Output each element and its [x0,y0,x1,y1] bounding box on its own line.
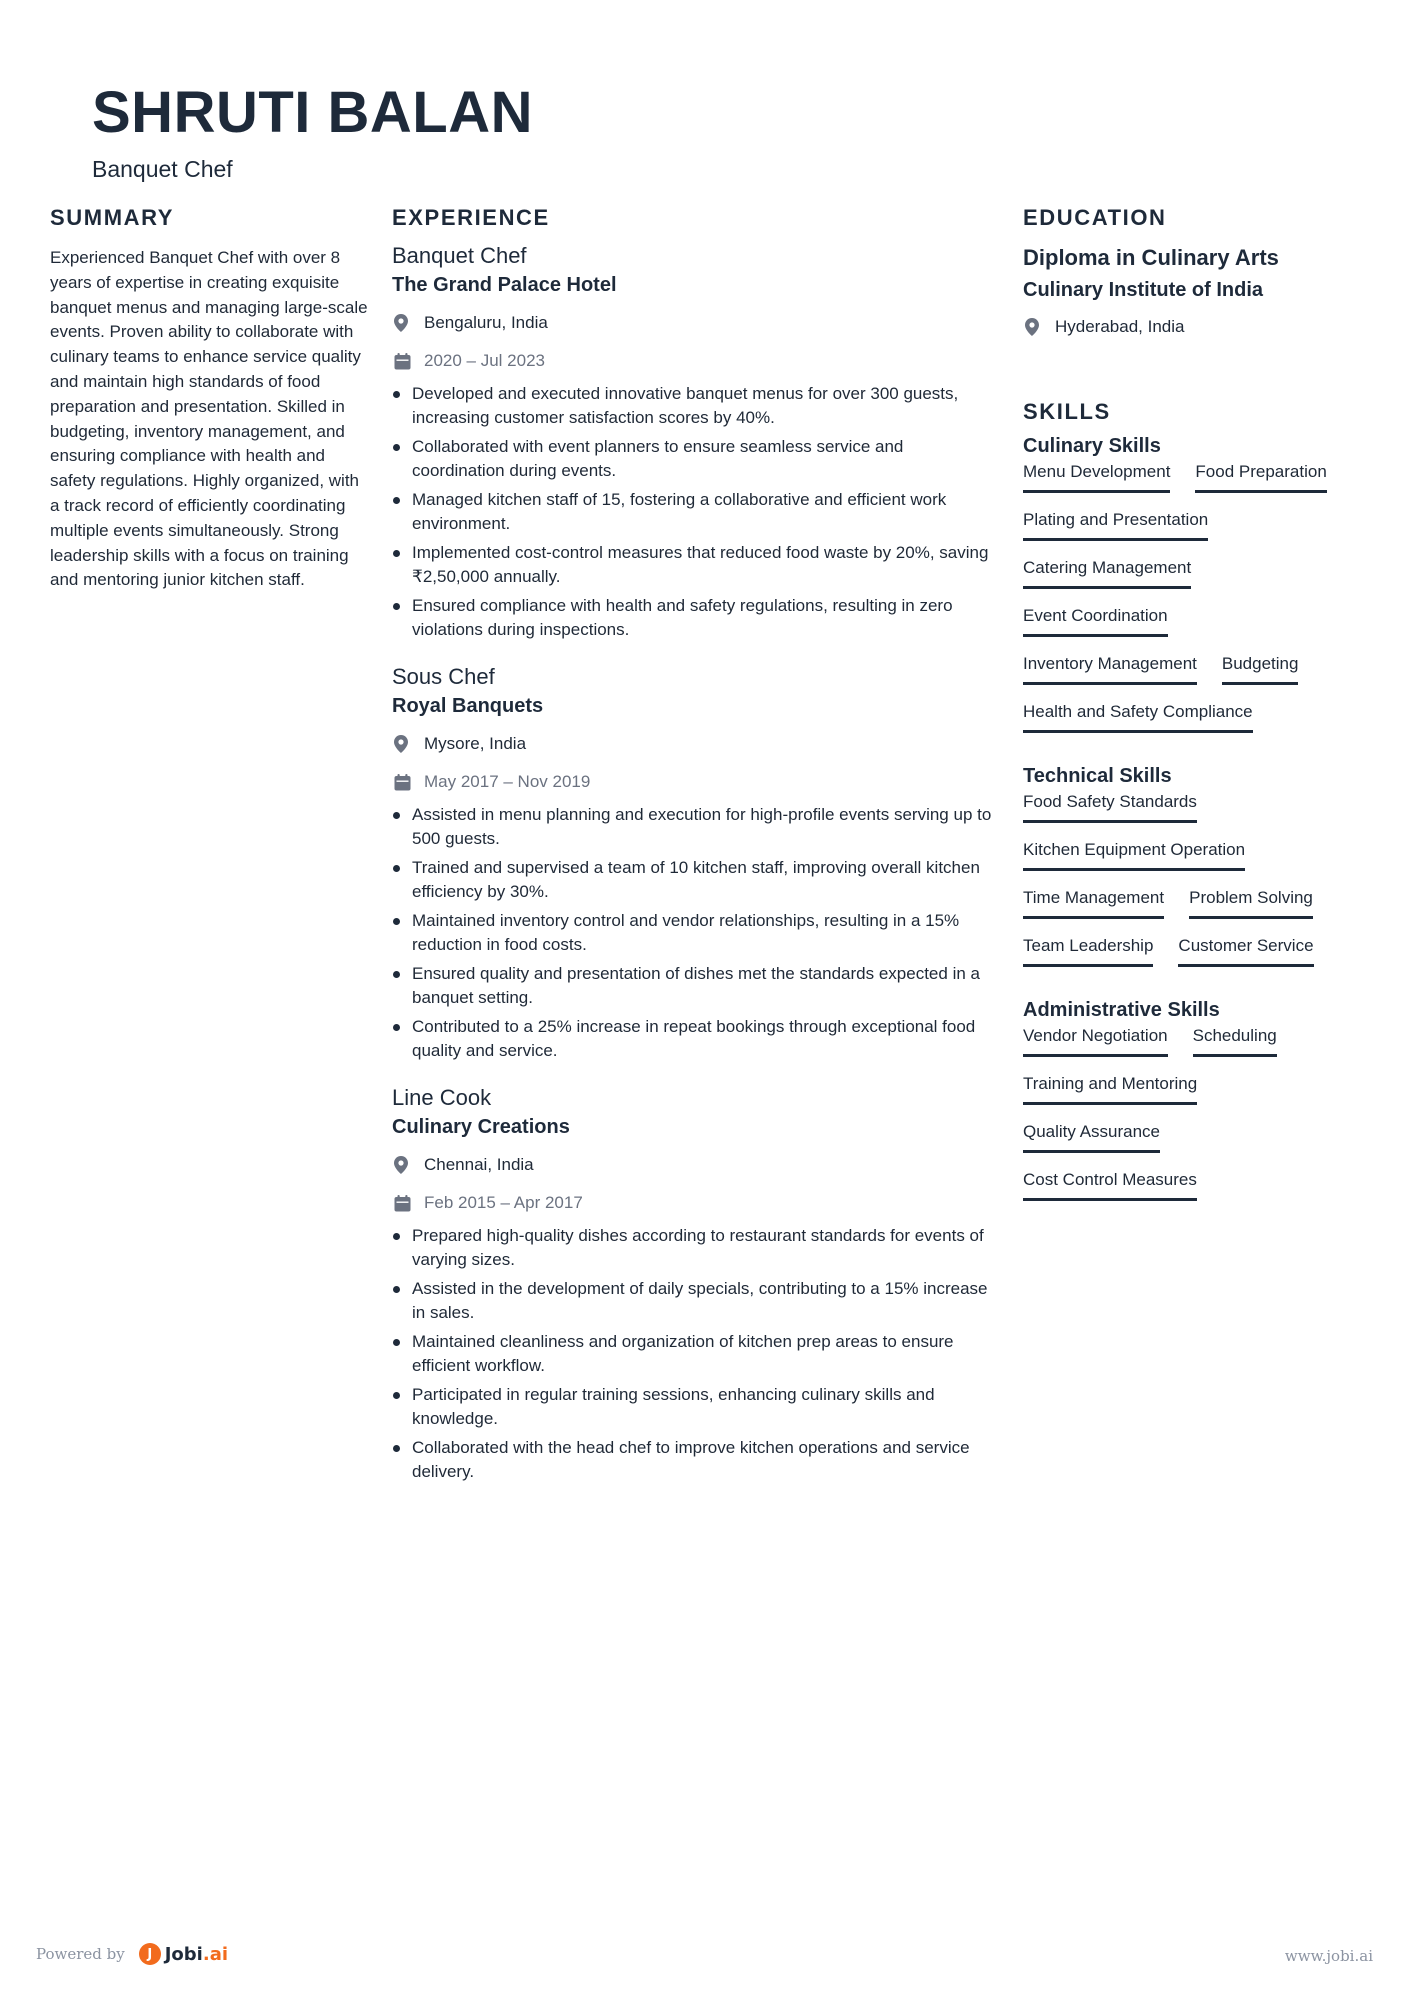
skill-item: Cost Control Measures [1023,1168,1197,1201]
education-location: Hyderabad, India [1055,317,1185,336]
skill-item: Food Preparation [1195,460,1326,493]
job-bullet: Maintained cleanliness and organization of kitchen prep areas to ensure efficient workflow. [392,1330,1000,1377]
job-bullet: Implemented cost-control measures that reduced food waste by 20%, saving ₹2,50,000 annually. [392,541,1000,588]
job-location-row [392,725,1000,763]
job-bullet: Developed and executed innovative banquet menus for over 300 guests, increasing customer satisfaction scores by 40%. [392,382,1000,429]
job-dates-row [392,342,1000,380]
job-entry [392,242,1000,641]
footer-url[interactable]: www.jobi.ai [1284,1947,1373,1965]
skill-item: Food Safety Standards [1023,790,1197,823]
skill-item: Team Leadership [1023,934,1153,967]
job-company: The Grand Palace Hotel [392,274,617,296]
calendar-icon [392,774,424,791]
summary-heading: SUMMARY [50,205,175,230]
job-title: Line Cook [392,1085,492,1110]
job-bullet: Ensured quality and presentation of dishes met the standards expected in a banquet setting. [392,962,1000,1009]
skill-item: Catering Management [1023,556,1191,589]
skill-item: Training and Mentoring [1023,1072,1197,1105]
job-bullets [392,803,1000,1062]
job-bullet: Collaborated with the head chef to improve kitchen operations and service delivery. [392,1436,1000,1483]
job-location: Bengaluru, India [424,313,548,332]
map-pin-icon [392,1156,424,1174]
job-title: Sous Chef [392,664,495,689]
sidebar-section [1023,204,1373,1230]
footer-powered-by [36,1943,228,1965]
job-bullet: Collaborated with event planners to ensure seamless service and coordination during events. [392,435,1000,482]
job-dates: May 2017 – Nov 2019 [424,772,591,791]
job-bullet: Trained and supervised a team of 10 kitchen staff, improving overall kitchen efficiency by 30%. [392,856,1000,903]
job-bullet: Participated in regular training sessions, enhancing culinary skills and knowledge. [392,1383,1000,1430]
experience-section [392,204,1000,1505]
job-dates: 2020 – Jul 2023 [424,351,545,370]
job-location-row [392,1146,1000,1184]
logo-name: Jobi [164,1943,203,1965]
powered-by-text: Powered by [36,1945,125,1963]
job-location: Chennai, India [424,1155,534,1174]
job-bullets [392,382,1000,641]
job-title: Banquet Chef [392,243,527,268]
skill-item: Quality Assurance [1023,1120,1160,1153]
job-list [392,242,1000,1483]
skill-group [1023,996,1373,1216]
skill-item: Inventory Management [1023,652,1197,685]
job-dates-row [392,1184,1000,1222]
education-section [1023,204,1373,346]
job-location-row [392,304,1000,342]
education-heading: EDUCATION [1023,205,1167,230]
job-bullets [392,1224,1000,1483]
skill-item: Kitchen Equipment Operation [1023,838,1245,871]
skill-item: Health and Safety Compliance [1023,700,1253,733]
skills-heading: SKILLS [1023,399,1111,424]
skill-item: Budgeting [1222,652,1299,685]
job-location: Mysore, India [424,734,527,753]
map-pin-icon [392,314,424,332]
job-entry [392,663,1000,1062]
skill-group [1023,762,1373,982]
skill-list [1023,1024,1373,1216]
education-location-row [1023,308,1373,346]
job-bullet: Assisted in the development of daily specials, contributing to a 15% increase in sales. [392,1277,1000,1324]
job-entry [392,1084,1000,1483]
skill-item: Customer Service [1178,934,1313,967]
skill-groups [1023,432,1373,1216]
job-bullet: Contributed to a 25% increase in repeat bookings through exceptional food quality and service. [392,1015,1000,1062]
experience-heading: EXPERIENCE [392,205,550,230]
jobi-logo-icon: J [139,1943,161,1965]
job-bullet: Prepared high-quality dishes according to restaurant standards for events of varying sizes. [392,1224,1000,1271]
calendar-icon [392,353,424,370]
skill-group [1023,432,1373,748]
jobi-logo[interactable] [139,1943,228,1965]
map-pin-icon [392,735,424,753]
skill-item: Time Management [1023,886,1164,919]
summary-section [50,204,368,593]
job-company: Royal Banquets [392,695,544,717]
candidate-name: SHRUTI BALAN [92,80,533,145]
skill-item: Scheduling [1193,1024,1277,1057]
skill-item: Plating and Presentation [1023,508,1208,541]
map-pin-icon [1023,318,1055,336]
job-bullet: Assisted in menu planning and execution for high-profile events serving up to 500 guests. [392,803,1000,850]
skill-group-title: Technical Skills [1023,765,1172,787]
skill-list [1023,790,1373,982]
summary-text: Experienced Banquet Chef with over 8 years of expertise in creating exquisite banquet menus and managing large-scale events. Proven ability to collaborate with culinary teams to enhance service quality and maintain high standards of food preparation and presentation. Skilled in budgeting, inventory management, and ensuring compliance with health and safety regulations. Highly organized, with a track record of efficiently coordinating multiple events simultaneously. Strong leadership skills with a focus on training and mentoring junior kitchen staff. [50,248,368,590]
education-school: Culinary Institute of India [1023,279,1264,301]
skill-group-title: Administrative Skills [1023,999,1220,1021]
job-dates-row [392,763,1000,801]
skill-item: Menu Development [1023,460,1170,493]
job-company: Culinary Creations [392,1116,570,1138]
education-degree: Diploma in Culinary Arts [1023,245,1279,270]
job-bullet: Maintained inventory control and vendor relationships, resulting in a 15% reduction in food costs. [392,909,1000,956]
job-bullet: Ensured compliance with health and safety regulations, resulting in zero violations during inspections. [392,594,1000,641]
calendar-icon [392,1195,424,1212]
skill-list [1023,460,1373,748]
skill-item: Event Coordination [1023,604,1168,637]
job-bullet: Managed kitchen staff of 15, fostering a collaborative and efficient work environment. [392,488,1000,535]
skill-group-title: Culinary Skills [1023,435,1161,457]
candidate-title: Banquet Chef [92,156,233,182]
skill-item: Problem Solving [1189,886,1313,919]
skill-item: Vendor Negotiation [1023,1024,1168,1057]
job-dates: Feb 2015 – Apr 2017 [424,1193,583,1212]
skills-section [1023,398,1373,1216]
logo-tld: .ai [202,1943,229,1965]
